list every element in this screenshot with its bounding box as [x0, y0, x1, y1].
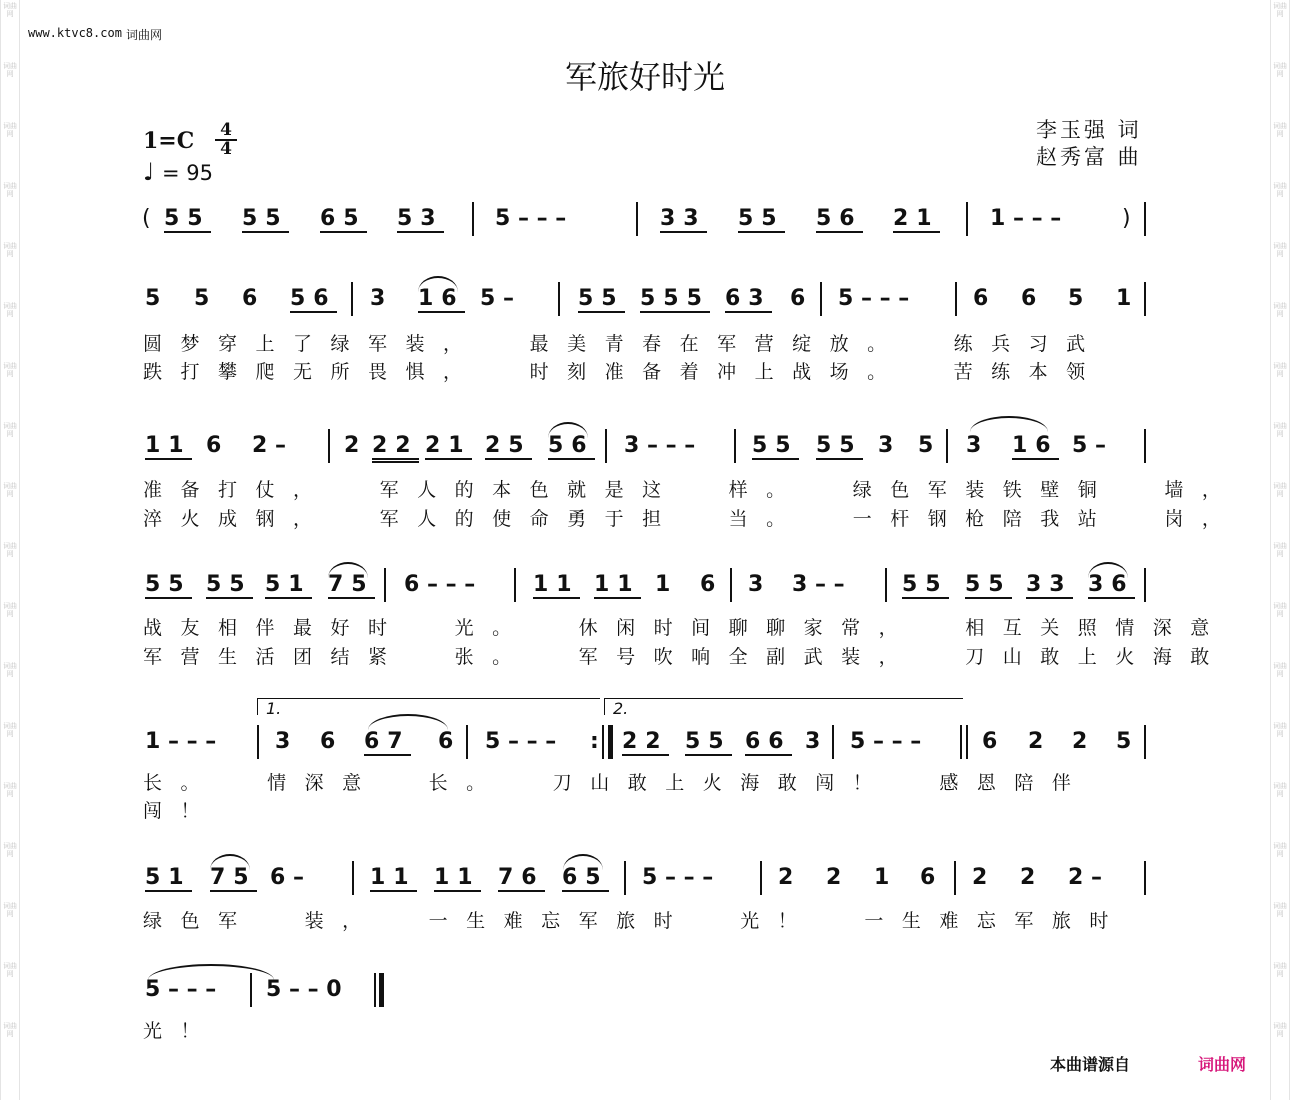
notes-group: 5 – — [1072, 433, 1106, 458]
slur — [563, 854, 603, 870]
notes-group: 55 — [816, 433, 863, 458]
notes-group: 5 – – 0 — [266, 977, 342, 1002]
notes-group: 66 — [745, 729, 792, 754]
notes-group: 2 — [972, 865, 988, 890]
notes-group: 65 — [562, 865, 609, 890]
barline — [946, 429, 948, 463]
notation-line-2 — [140, 434, 1150, 458]
notes-group: 33 — [660, 206, 707, 231]
barline — [760, 861, 762, 895]
notes-group: 3 — [966, 433, 982, 458]
notes-group: 33 — [1026, 572, 1073, 597]
watermark-text: 词曲网 — [1273, 182, 1287, 198]
watermark-text: 词曲网 — [1273, 482, 1287, 498]
barline — [466, 725, 468, 759]
lyric-verse-1: 长。 情深意 长。 刀山敢上火海敢闯！ 感恩陪伴 — [143, 772, 1090, 794]
barline — [1144, 725, 1146, 759]
notes-group: 1 – – – — [145, 729, 217, 754]
barline — [832, 725, 834, 759]
barline — [885, 568, 887, 602]
notes-group: 75 — [210, 865, 257, 890]
notes-group: 11 — [533, 572, 580, 597]
notation-line-5 — [140, 866, 1150, 890]
watermark-text: 词曲网 — [3, 662, 17, 678]
barline — [960, 725, 962, 759]
barline — [558, 282, 560, 316]
notation-line-1 — [140, 287, 1150, 311]
notes-group: 11 — [370, 865, 417, 890]
notes-group: 1 — [655, 572, 671, 597]
notes-group: 6 — [920, 865, 936, 890]
notes-group: 2 — [1020, 865, 1036, 890]
slur — [1088, 562, 1128, 578]
notes-group: 6 — [242, 286, 258, 311]
notes-group: 1 – – – — [990, 206, 1062, 231]
barline — [1144, 568, 1146, 602]
notes-group: 5 – – – — [642, 865, 714, 890]
key-signature: 1=C — [143, 128, 195, 154]
notes-group: 21 — [425, 433, 472, 458]
notes-group: 65 — [320, 206, 367, 231]
notes-group: 55 — [685, 729, 732, 754]
watermark-text: 词曲网 — [1273, 902, 1287, 918]
slur — [328, 562, 368, 578]
notes-group: 3 – – — [792, 572, 845, 597]
watermark-text: 词曲网 — [3, 722, 17, 738]
watermark-text: 词曲网 — [3, 362, 17, 378]
watermark-text: 词曲网 — [3, 962, 17, 978]
notes-group: 5 – – – — [485, 729, 557, 754]
notes-group: 5 – – – — [838, 286, 910, 311]
lyric-verse-1: 绿色军 装， 一生难忘军旅时 光！ 一生难忘军旅时 — [143, 910, 1127, 932]
notes-group: 3 — [370, 286, 386, 311]
notes-group: 6 — [206, 433, 222, 458]
notes-group: 2 — [1028, 729, 1044, 754]
barline — [955, 282, 957, 316]
repeat-dots: : — [590, 729, 599, 754]
tie — [148, 964, 274, 980]
notes-group: 75 — [328, 572, 375, 597]
notes-group: 22 — [372, 434, 419, 463]
left-watermark-strip — [0, 0, 20, 1100]
lyricist-credit: 李玉强 词 — [1036, 118, 1142, 142]
notes-group: 55 — [206, 572, 253, 597]
barline — [352, 861, 354, 895]
notes-group: 63 — [725, 286, 772, 311]
barline — [730, 568, 732, 602]
barline — [954, 861, 956, 895]
barline — [605, 429, 607, 463]
notes-group: 55 — [145, 572, 192, 597]
notes-group: 2 — [826, 865, 842, 890]
watermark-text: 词曲网 — [1273, 602, 1287, 618]
song-title: 军旅好时光 — [564, 58, 725, 96]
watermark-text: 词曲网 — [1273, 242, 1287, 258]
notes-group: 6 — [320, 729, 336, 754]
notes-group: 21 — [893, 206, 940, 231]
final-barline — [379, 973, 384, 1007]
notes-group: 22 — [622, 729, 669, 754]
footer-brand[interactable]: 词曲网 — [1198, 1055, 1247, 1074]
watermark-text: 词曲网 — [3, 302, 17, 318]
notes-group: 55 — [902, 572, 949, 597]
repeat-paren-open: ( — [142, 206, 151, 231]
lyric-verse-2: 闯！ — [143, 800, 219, 822]
site-url: www.ktvc8.com — [28, 26, 122, 40]
watermark-text: 词曲网 — [1273, 362, 1287, 378]
notes-group: 16 — [1012, 433, 1059, 458]
notes-group: 1 — [874, 865, 890, 890]
notes-group: 2 — [344, 433, 360, 458]
notes-group: 56 — [548, 433, 595, 458]
watermark-text: 词曲网 — [1273, 302, 1287, 318]
volta-2: 2. — [604, 698, 963, 715]
barline — [966, 725, 968, 759]
notes-group: 2 – — [1068, 865, 1102, 890]
right-watermark-strip — [1270, 0, 1290, 1100]
notes-group: 3 — [805, 729, 821, 754]
barline — [1144, 202, 1146, 236]
notes-group: 555 — [640, 286, 710, 311]
barline — [351, 282, 353, 316]
notes-group: 55 — [578, 286, 625, 311]
notes-group: 56 — [816, 206, 863, 231]
notes-group: 53 — [397, 206, 444, 231]
notes-group: 11 — [594, 572, 641, 597]
barline — [384, 568, 386, 602]
watermark-text: 词曲网 — [3, 182, 17, 198]
watermark-text: 词曲网 — [1273, 122, 1287, 138]
notes-group: 5 – – – — [850, 729, 922, 754]
notes-group: 3 – – – — [624, 433, 696, 458]
time-numerator: 4 — [220, 120, 232, 140]
notes-group: 11 — [145, 433, 192, 458]
barline — [1144, 861, 1146, 895]
barline — [1144, 282, 1146, 316]
lyric-verse-1: 光！ — [143, 1020, 219, 1042]
notation-line-intro — [140, 207, 1150, 231]
notation-line-4 — [140, 730, 1150, 754]
notes-group: 51 — [265, 572, 312, 597]
slur — [548, 422, 588, 438]
watermark-text: 词曲网 — [3, 542, 17, 558]
notes-group: 55 — [738, 206, 785, 231]
lyric-verse-1: 战友相伴最好时 光。 休闲时间聊聊家常， 相互关照情深意 — [143, 617, 1228, 639]
notes-group: 2 — [1072, 729, 1088, 754]
time-denominator: 4 — [215, 139, 237, 158]
notes-group: 5 — [1116, 729, 1132, 754]
slur — [210, 854, 250, 870]
notes-group: 55 — [242, 206, 289, 231]
notes-group: 36 — [1088, 572, 1135, 597]
watermark-text: 词曲网 — [3, 62, 17, 78]
lyric-verse-1: 圆梦穿上了绿军装， 最美青春在军营绽放。 练兵习武 — [143, 333, 1104, 355]
notes-group: 3 — [878, 433, 894, 458]
notes-group: 1 — [1116, 286, 1132, 311]
watermark-text: 词曲网 — [1273, 2, 1287, 18]
watermark-text: 词曲网 — [3, 902, 17, 918]
notes-group: 6 – — [270, 865, 304, 890]
notes-group: 55 — [752, 433, 799, 458]
slur — [418, 276, 458, 292]
watermark-text: 词曲网 — [3, 2, 17, 18]
watermark-text: 词曲网 — [3, 1022, 17, 1038]
notes-group: 55 — [164, 206, 211, 231]
notes-group: 5 — [1068, 286, 1084, 311]
barline — [602, 725, 604, 759]
watermark-text: 词曲网 — [1273, 962, 1287, 978]
notes-group: 76 — [498, 865, 545, 890]
quarter-note-icon: ♩ — [143, 158, 155, 186]
notes-group: 55 — [965, 572, 1012, 597]
notes-group: 6 – – – — [404, 572, 476, 597]
barline — [636, 202, 638, 236]
notes-group: 5 – – – — [145, 977, 217, 1002]
notes-group: 51 — [145, 865, 192, 890]
barline — [734, 429, 736, 463]
slur — [970, 416, 1048, 432]
notes-group: 3 — [275, 729, 291, 754]
watermark-text: 词曲网 — [1273, 422, 1287, 438]
notes-group: 3 — [748, 572, 764, 597]
notation-line-3 — [140, 573, 1150, 597]
notes-group: 5 — [194, 286, 210, 311]
watermark-text: 词曲网 — [1273, 662, 1287, 678]
watermark-text: 词曲网 — [3, 602, 17, 618]
barline — [820, 282, 822, 316]
notes-group: 11 — [434, 865, 481, 890]
notes-group: 67 — [364, 729, 411, 754]
watermark-text: 词曲网 — [1273, 62, 1287, 78]
watermark-text: 词曲网 — [1273, 842, 1287, 858]
watermark-text: 词曲网 — [3, 242, 17, 258]
notes-group: 5 – — [480, 286, 514, 311]
notes-group: 6 — [700, 572, 716, 597]
watermark-text: 词曲网 — [1273, 782, 1287, 798]
notes-group: 5 – – – — [495, 206, 567, 231]
lyric-verse-2: 淬火成钢， 军人的使命勇于担 当。 一杆钢枪陪我站 岗， — [143, 508, 1240, 530]
barline — [1144, 429, 1146, 463]
site-name: 词曲网 — [126, 28, 163, 42]
notes-group: 25 — [485, 433, 532, 458]
tempo-marking: = 95 — [162, 161, 213, 185]
composer-credit: 赵秀富 曲 — [1036, 145, 1142, 169]
barline — [472, 202, 474, 236]
lyric-verse-1: 准备打仗， 军人的本色就是这 样。 绿色军装铁壁铜 墙， — [143, 479, 1240, 501]
repeat-barline — [608, 725, 613, 759]
notes-group: 5 — [145, 286, 161, 311]
watermark-text: 词曲网 — [1273, 542, 1287, 558]
notes-group: 56 — [290, 286, 337, 311]
barline — [328, 429, 330, 463]
watermark-text: 词曲网 — [3, 422, 17, 438]
watermark-text: 词曲网 — [1273, 1022, 1287, 1038]
notes-group: 6 — [790, 286, 806, 311]
barline — [374, 973, 376, 1007]
notes-group: 2 – — [252, 433, 286, 458]
barline — [624, 861, 626, 895]
watermark-text: 词曲网 — [3, 122, 17, 138]
volta-1: 1. — [257, 698, 600, 715]
notes-group: 2 — [778, 865, 794, 890]
notes-group: 6 — [1021, 286, 1037, 311]
slur — [368, 714, 448, 730]
barline — [966, 202, 968, 236]
repeat-paren-close: ) — [1122, 206, 1131, 231]
notes-group: 5 — [918, 433, 934, 458]
footer-source-label: 本曲谱源自 — [1050, 1055, 1131, 1074]
notes-group: 6 — [973, 286, 989, 311]
watermark-text: 词曲网 — [3, 482, 17, 498]
lyric-verse-2: 军营生活团结紧 张。 军号吹响全副武装， 刀山敢上火海敢 — [143, 646, 1228, 668]
time-signature — [215, 122, 237, 158]
barline — [514, 568, 516, 602]
notes-group: 16 — [418, 286, 465, 311]
watermark-text: 词曲网 — [1273, 722, 1287, 738]
watermark-text: 词曲网 — [3, 842, 17, 858]
notation-line-6 — [140, 978, 1150, 1002]
notes-group: 6 — [982, 729, 998, 754]
notes-group: 6 — [438, 729, 454, 754]
watermark-text: 词曲网 — [3, 782, 17, 798]
barline — [257, 725, 259, 759]
lyric-verse-2: 跌打攀爬无所畏惧， 时刻准备着冲上战场。 苦练本领 — [143, 361, 1104, 383]
